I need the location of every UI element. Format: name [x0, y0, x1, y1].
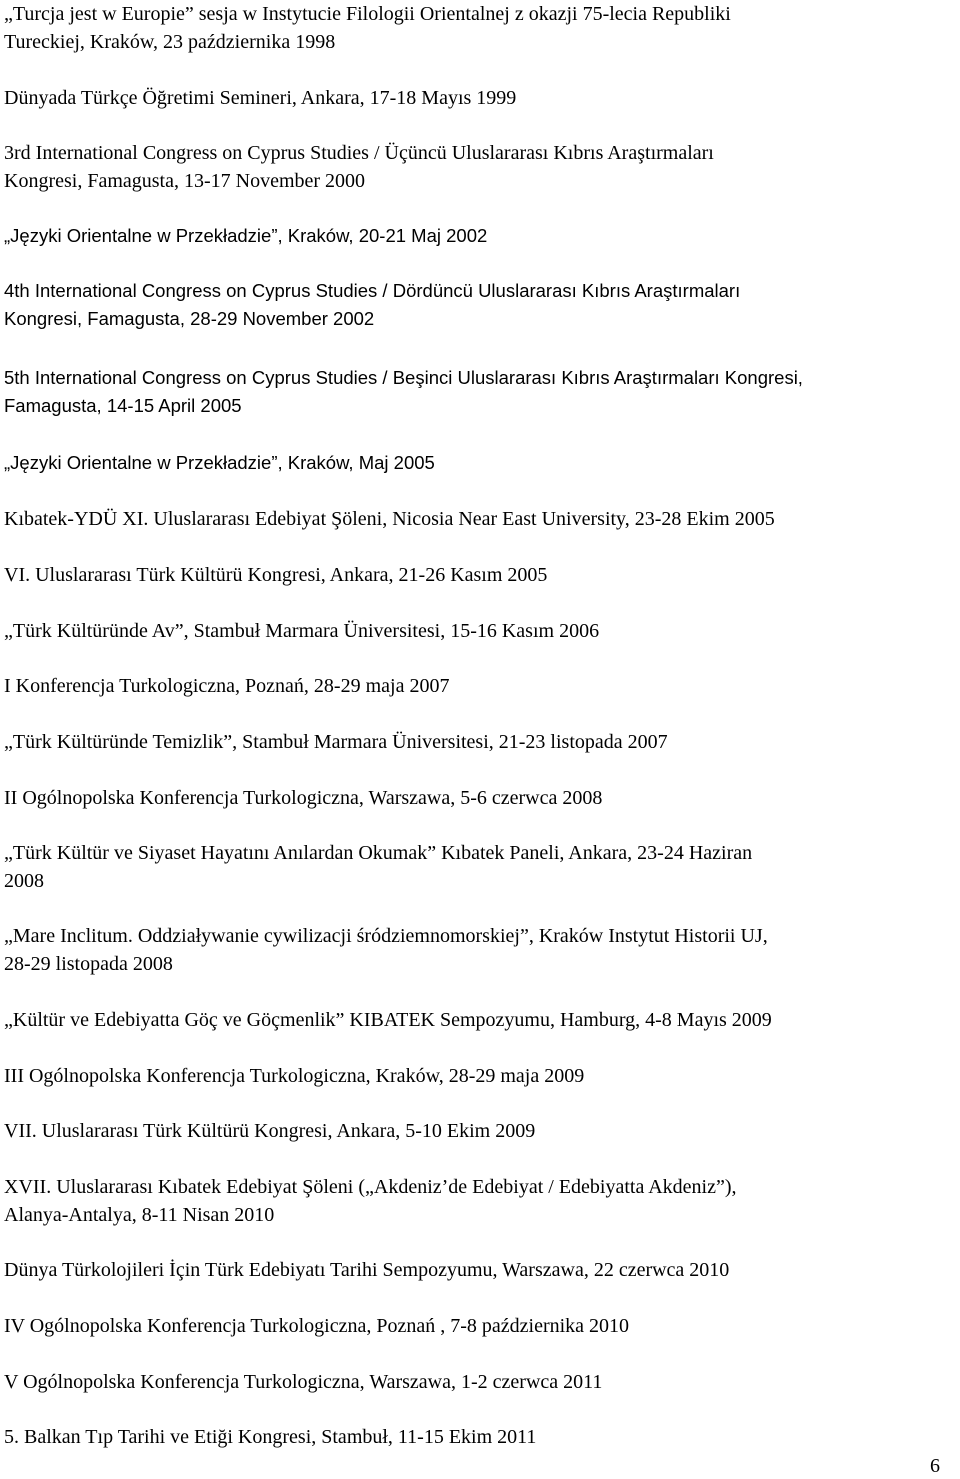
list-item [4, 784, 960, 812]
list-item [4, 277, 960, 333]
entry-line: 28-29 listopada 2008 [4, 953, 173, 975]
list-item [4, 84, 960, 112]
entry-line: „Türk Kültür ve Siyaset Hayatını Anılardan Okumak” Kıbatek Paneli, Ankara, 23-24 Haziran [4, 842, 753, 864]
list-item [4, 1423, 960, 1451]
entry-line: 4th International Congress on Cyprus Studies / Dördüncü Uluslararası Kıbrıs Araştırmaları [4, 280, 741, 301]
entry-line: VI. Uluslararası Türk Kültürü Kongresi, Ankara, 21-26 Kasım 2005 [4, 564, 548, 586]
entry-line: „Języki Orientalne w Przekładzie”, Kraków, Maj 2005 [4, 452, 435, 473]
entry-line: V Ogólnopolska Konferencja Turkologiczna, Warszawa, 1-2 czerwca 2011 [4, 1371, 603, 1393]
list-item [4, 1368, 960, 1396]
entry-line: Tureckiej, Kraków, 23 października 1998 [4, 31, 336, 53]
entry-line: „Mare Inclitum. Oddziaływanie cywilizacji śródziemnomorskiej”, Kraków Instytut Historii UJ, [4, 925, 768, 947]
list-item [4, 1173, 960, 1229]
entry-line: 3rd International Congress on Cyprus Studies / Üçüncü Uluslararası Kıbrıs Araştırmaları [4, 142, 714, 164]
entry-line: Dünya Türkolojileri İçin Türk Edebiyatı Tarihi Sempozyumu, Warszawa, 22 czerwca 2010 [4, 1259, 730, 1281]
list-item [4, 0, 960, 56]
list-item [4, 1062, 960, 1090]
list-item [4, 1312, 960, 1340]
entry-line: XVII. Uluslararası Kıbatek Edebiyat Şöleni („Akdeniz’de Edebiyat / Edebiyatta Akdeniz”), [4, 1176, 737, 1198]
entry-line: Kongresi, Famagusta, 28-29 November 2002 [4, 308, 375, 329]
entry-line: 2008 [4, 870, 44, 892]
page-number: 6 [930, 1455, 940, 1477]
list-item [4, 922, 960, 978]
entry-line: 5. Balkan Tıp Tarihi ve Etiği Kongresi, Stambuł, 11-15 Ekim 2011 [4, 1426, 537, 1448]
entry-line: III Ogólnopolska Konferencja Turkologiczna, Kraków, 28-29 maja 2009 [4, 1065, 585, 1087]
entry-line: I Konferencja Turkologiczna, Poznań, 28-29 maja 2007 [4, 675, 450, 697]
entry-line: Kongresi, Famagusta, 13-17 November 2000 [4, 170, 366, 192]
list-item [4, 839, 960, 895]
list-item [4, 728, 960, 756]
list-item [4, 1117, 960, 1145]
entry-line: 5th International Congress on Cyprus Studies / Beşinci Uluslararası Kıbrıs Araştırmaları Kongresi, [4, 367, 803, 388]
list-item [4, 1256, 960, 1284]
entry-line: VII. Uluslararası Türk Kültürü Kongresi, Ankara, 5-10 Ekim 2009 [4, 1120, 536, 1142]
entry-line: „Turcja jest w Europie” sesja w Instytucie Filologii Orientalnej z okazji 75-lecia Republiki [4, 3, 731, 25]
entry-line: „Türk Kültüründe Av”, Stambuł Marmara Üniversitesi, 15-16 Kasım 2006 [4, 620, 600, 642]
list-item [4, 1006, 960, 1034]
list-item [4, 617, 960, 645]
entry-line: Dünyada Türkçe Öğretimi Semineri, Ankara, 17-18 Mayıs 1999 [4, 87, 517, 109]
list-item [4, 449, 960, 477]
entry-line: IV Ogólnopolska Konferencja Turkologiczna, Poznań , 7-8 października 2010 [4, 1315, 630, 1337]
list-item [4, 672, 960, 700]
entry-line: „Türk Kültüründe Temizlik”, Stambuł Marmara Üniversitesi, 21-23 listopada 2007 [4, 731, 668, 753]
entry-line: II Ogólnopolska Konferencja Turkologiczna, Warszawa, 5-6 czerwca 2008 [4, 787, 603, 809]
entry-line: Alanya-Antalya, 8-11 Nisan 2010 [4, 1204, 275, 1226]
list-item [4, 222, 960, 250]
entry-line: Famagusta, 14-15 April 2005 [4, 395, 242, 416]
entry-line: „Języki Orientalne w Przekładzie”, Kraków, 20-21 Maj 2002 [4, 225, 488, 246]
list-item [4, 561, 960, 589]
entry-line: Kıbatek-YDÜ XI. Uluslararası Edebiyat Şöleni, Nicosia Near East University, 23-28 Ekim 2005 [4, 508, 775, 530]
list-item [4, 505, 960, 533]
list-item [4, 139, 960, 195]
list-item [4, 364, 960, 420]
entry-line: „Kültür ve Edebiyatta Göç ve Göçmenlik” KIBATEK Sempozyumu, Hamburg, 4-8 Mayıs 2009 [4, 1009, 772, 1031]
